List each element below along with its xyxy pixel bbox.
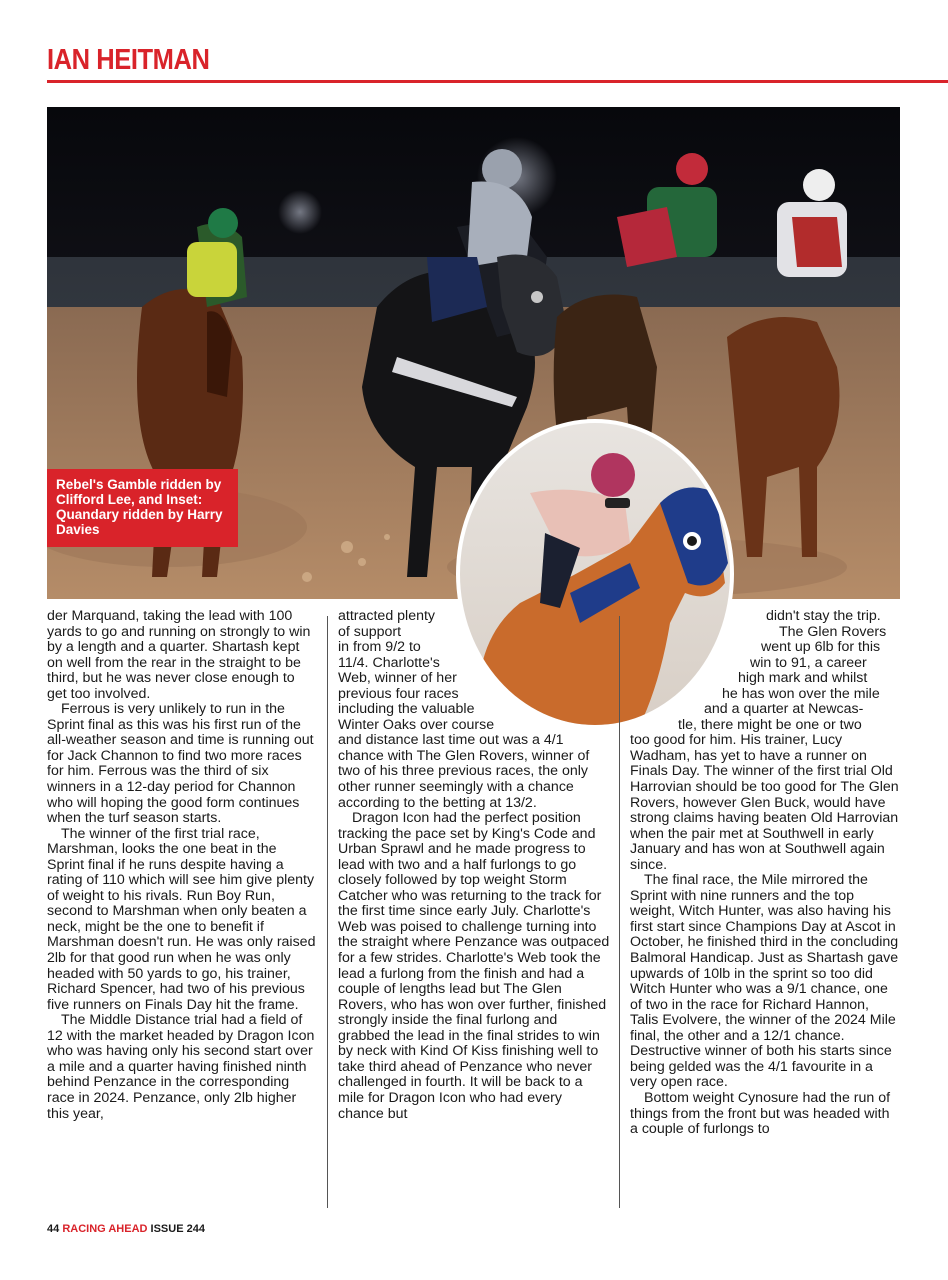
wrapped-line: didn't stay the trip.	[766, 608, 881, 624]
page-footer	[47, 1223, 205, 1235]
page-number: 44	[47, 1223, 60, 1235]
paragraph: Dragon Icon had the perfect position tracking the pace set by King's Code and Urban Sprawl and he made progress to lead with two and a half furlongs to go closely followed by top weight Storm Catcher who was returning to the track for the first time since early July. Charlotte's Web was poised to challenge turning into the straight where Penzance was outpaced for a few strides. Charlotte's Web took the lead a furlong from the finish and had a couple of lengths lead but The Glen Rovers, who has won over further, finished strongly inside the final furlong and grabbed the lead in the final strides to win by neck with Kind Of Kiss finishing well to take third ahead of Penzance who never challenged in fourth. It will be back to a mile for Dragon Icon who had every chance but	[338, 810, 610, 1122]
wrapped-line: high mark and whilst	[738, 670, 868, 687]
issue-number: ISSUE 244	[150, 1223, 205, 1235]
paragraph: The final race, the Mile mirrored the Sprint with nine runners and the top weight, Witch Hunter, was also having his first start since Champions Day at Ascot in October, he finished third in the concluding Balmoral Handicap. Just as Shartash gave upwards of 10lb in the sprint so too did Witch Hunter who was a 9/1 chance, one of two in the race for Richard Hannon, Talis Evolvere, the winner of the 2024 Mile final, the other and a 12/1 chance. Destructive winner of both his starts since being gelded was the 4/1 favourite in a very open race.	[630, 872, 899, 1091]
wrapped-line: win to 91, a career	[750, 654, 867, 671]
wrapped-line: in from 9/2 to	[338, 639, 421, 656]
wrapped-line: The Glen Rovers	[779, 623, 887, 640]
paragraph: Bottom weight Cynosure had the run of things from the front but was headed with a couple of furlongs to	[630, 1089, 891, 1138]
wrapped-line: of support	[338, 623, 402, 640]
paragraph: der Marquand, taking the lead with 100 yards to go and running on strongly to win by a length and a quarter. Shartash kept on well from the rear in the straight to be third, but he was never close enough to get too involved.	[47, 608, 311, 702]
wrapped-line: he has won over the mile	[722, 685, 880, 702]
magazine-name: RACING AHEAD	[62, 1223, 148, 1235]
header-rule	[47, 80, 948, 83]
wrapped-line: and a quarter at Newcas-	[704, 701, 864, 718]
article-column-1	[47, 609, 317, 1122]
article-column-3	[630, 609, 901, 1138]
wrapped-line: Web, winner of her	[338, 670, 457, 687]
wrapped-line: Winter Oaks over course	[338, 716, 495, 733]
photo-caption: Rebel's Gamble ridden by Clifford Lee, and Inset: Quandary ridden by Harry Davies	[47, 469, 238, 547]
wrapped-line: including the valuable	[338, 701, 475, 718]
article-column-2	[338, 609, 610, 1122]
paragraph: The Middle Distance trial had a field of 12 with the market headed by Dragon Icon who was having only his second start over a mile and a quarter having finished ninth behind Penzance in the corresponding race in 2024. Penzance, only 2lb higher this year,	[47, 1012, 315, 1122]
author-byline: IAN HEITMAN	[47, 44, 210, 76]
column-rule	[619, 616, 620, 1208]
wrapped-line: tle, there might be one or two	[678, 716, 862, 733]
paragraph: Ferrous is very unlikely to run in the Sprint final as this was his first run of the all-weather season and time is running out for Jack Channon to find two more races for him. Ferrous was the third of six winners in a 12-day period for Channon who will hoping the good form continues when the turf season starts.	[47, 701, 314, 827]
paragraph: The winner of the first trial race, Marshman, looks the one beat in the Sprint final if he runs despite having a rating of 110 which will see him give plenty of weight to his rivals. Run Boy Run, second to Marshman when only beaten a neck, might be the one to benefit if Marshman doesn't run. He was only raised 2lb for that good run when he was only headed with 50 yards to go, his trainer, Richard Spencer, had two of his previous five runners on Finals Day hit the frame.	[47, 825, 316, 1013]
wrapped-line: 11/4. Charlotte's	[338, 654, 440, 671]
paragraph: and distance last time out was a 4/1 chance with The Glen Rovers, winner of two of his three previous races, the only other runner seemingly with a chance according to the betting at 13/2.	[338, 732, 590, 811]
column-rule	[327, 616, 328, 1208]
wrapped-line: previous four races	[338, 685, 459, 702]
paragraph: too good for him. His trainer, Lucy Wadham, has yet to have a runner on Finals Day. The winner of the first trial Old Harrovian should be too good for The Glen Rovers, however Glen Buck, would have strong claims having beaten Old Harrovian when the pair met at Southwell in early January and has won at Southwell again since.	[630, 732, 899, 873]
wrapped-line: attracted plenty	[338, 608, 436, 624]
wrapped-line: went up 6lb for this	[761, 639, 881, 656]
